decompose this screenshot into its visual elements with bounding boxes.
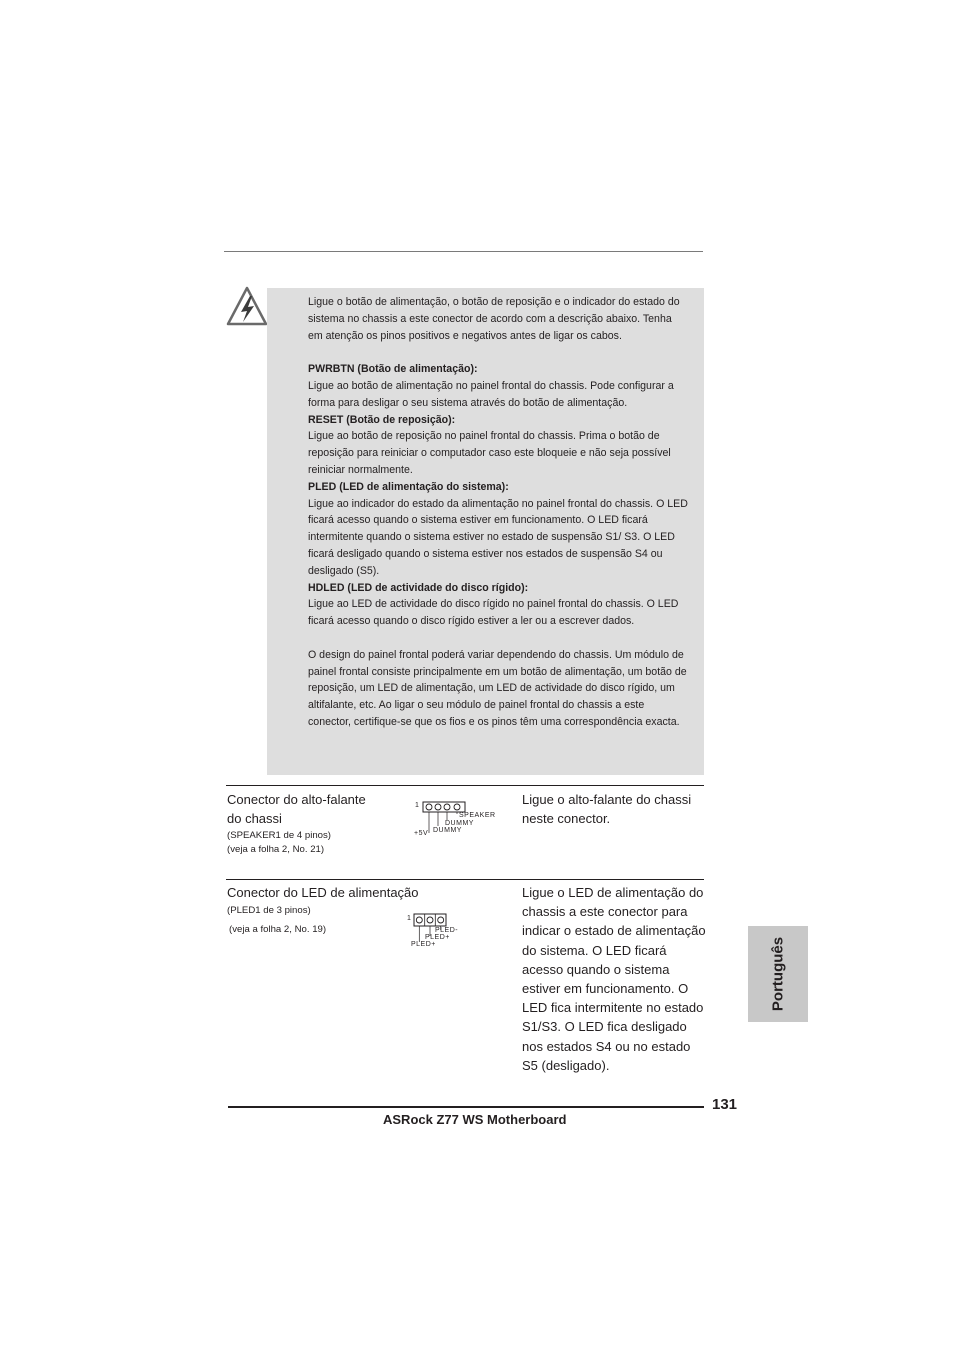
speaker-title-2: do chassi: [227, 811, 282, 826]
pled-desc-line: Ligue o LED de alimentação do: [522, 885, 704, 900]
pled-desc-line: S5 (desligado).: [522, 1057, 610, 1073]
section-rule-speaker: [226, 785, 704, 786]
speaker-pin1: 1: [415, 802, 420, 809]
language-tab: [748, 926, 808, 1022]
hdled-title: HDLED (LED de actividade do disco rígido):: [308, 581, 529, 594]
pled-pin1: 1: [407, 915, 412, 922]
speaker-desc-2: neste conector.: [522, 811, 611, 826]
pled-desc-line: S1/S3. O LED fica desligado: [522, 1019, 687, 1035]
speaker-label-speaker: SPEAKER: [459, 812, 496, 819]
pled-label-plus1: PLED+: [425, 934, 450, 941]
pled-desc-line: do sistema. O LED ficará: [522, 942, 667, 958]
pled-desc-line: indicar o estado de alimentação: [522, 923, 706, 939]
footer-rule: [228, 1106, 704, 1108]
top-rule: [224, 251, 703, 252]
reset-text: Ligue ao botão de reposição no painel frontal do chassis. Prima o botão de reposição para reiniciar o computador caso este bloqueie e não seja possível reiniciar normalmente.: [308, 430, 671, 476]
speaker-label-dummy1: DUMMY: [445, 820, 474, 827]
pwrbtn-text: Ligue ao botão de alimentação no painel frontal do chassis. Pode configurar a forma para desligar o seu sistema através do botão de alimentação.: [308, 379, 674, 409]
pled-desc-line: LED fica intermitente no estado: [522, 1000, 704, 1016]
speaker-pins: (SPEAKER1 de 4 pinos): [227, 830, 331, 841]
pled-ref: (veja a folha 2, No. 19): [229, 924, 327, 935]
warning-icon: [226, 286, 268, 328]
speaker-title-1: Conector do alto-falante: [227, 792, 366, 807]
footer-title: ASRock Z77 WS Motherboard: [383, 1112, 567, 1127]
pled-desc-line: nos estados S4 ou no estado: [522, 1038, 691, 1054]
speaker-label-dummy2: DUMMY: [433, 827, 462, 834]
speaker-ref: (veja a folha 2, No. 21): [227, 844, 325, 855]
hdled-text: Ligue ao LED de actividade do disco rígido no painel frontal do chassis. O LED ficará acesso quando o disco rígido estiver a ler ou a escrever dados.: [308, 598, 679, 628]
pled-label-minus: PLED-: [435, 927, 459, 934]
pled-desc-line: acesso quando o sistema: [522, 961, 670, 977]
speaker-label-5v: +5V: [414, 830, 429, 837]
design-text: O design do painel frontal poderá variar dependendo do chassis. Um módulo de painel frontal consiste principalmente em um botão de alimentação, um botão de reposição, um LED de alimentação, um LED de actividade do disco rígido, um altifalante, etc. Ao ligar o seu módulo de painel frontal do chassis a este conector, certifique-se que os fios e os pinos têm uma correspondência exacta.: [308, 648, 687, 728]
language-tab-label: Português: [769, 936, 787, 1012]
pled-desc-line: estiver em funcionamento. O: [522, 981, 689, 997]
page-number: 131: [712, 1096, 738, 1113]
pled-title: Conector do LED de alimentação: [227, 885, 419, 900]
note-text: [308, 294, 688, 731]
pwrbtn-title: PWRBTN (Botão de alimentação):: [308, 363, 478, 376]
reset-title: RESET (Botão de reposição):: [308, 413, 456, 426]
note-intro: Ligue o botão de alimentação, o botão de reposição e o indicador do estado do sistema no chassis a este conector de acordo com a descrição abaixo. Tenha em atenção os pinos positivos e negativos antes de ligar os cabos.: [308, 296, 680, 342]
pled-text: Ligue ao indicador do estado da alimentação no painel frontal do chassis. O LED ficará acesso quando o sistema estiver em funcionamento. O LED ficará intermitente quando o sistema estiver no estado de suspensão S1/ S3. O LED ficará desligado quando o sistema estiver nos estados de suspensão S4 ou desligado (S5).: [308, 497, 688, 577]
pled-title: PLED (LED de alimentação do sistema):: [308, 480, 509, 493]
pled-pins: (PLED1 de 3 pinos): [227, 905, 311, 916]
pled-desc-line: chassis a este conector para: [522, 904, 688, 920]
pled-desc: [522, 883, 706, 1075]
section-rule-pled: [226, 879, 704, 880]
pled-label-plus2: PLED+: [411, 941, 436, 948]
speaker-desc-1: Ligue o alto-falante do chassi: [522, 792, 692, 807]
